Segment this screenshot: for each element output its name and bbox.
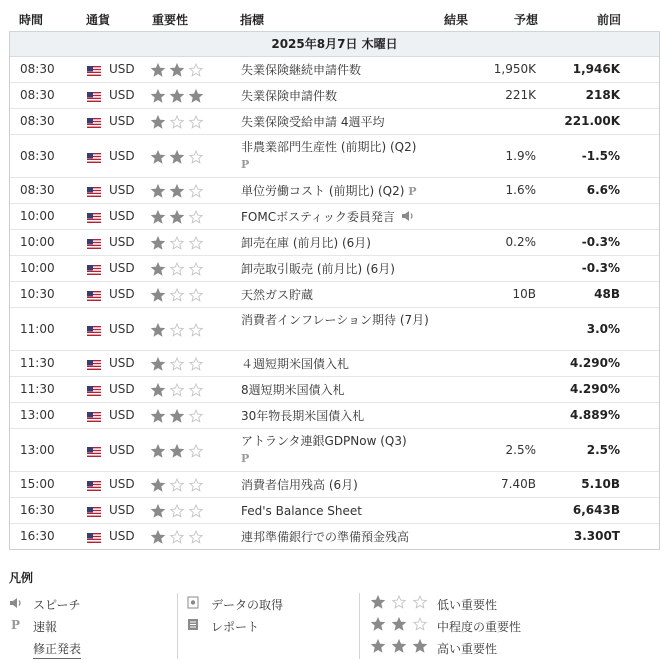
importance-stars-icon <box>151 150 203 164</box>
table-row[interactable] <box>10 524 659 549</box>
event-currency: USD <box>109 322 135 336</box>
table-row[interactable] <box>10 83 659 109</box>
indicator-label[interactable]: ４週短期米国債入札 <box>241 357 350 371</box>
date-band: 2025年8月7日 木曜日 <box>10 32 659 57</box>
speaker-icon <box>395 210 415 224</box>
event-currency: USD <box>109 88 135 102</box>
event-currency: USD <box>109 149 135 163</box>
event-indicator[interactable] <box>241 287 441 304</box>
event-indicator[interactable] <box>241 183 441 200</box>
event-indicator[interactable] <box>241 114 441 131</box>
event-previous: -0.3% <box>581 261 620 275</box>
event-previous: -0.3% <box>581 235 620 249</box>
event-time: 08:30 <box>20 114 55 128</box>
importance-stars-icon <box>151 530 203 544</box>
header-time[interactable]: 時間 <box>19 13 44 27</box>
event-rows <box>10 57 659 549</box>
importance-stars-icon <box>151 323 203 337</box>
importance-stars-icon <box>151 236 203 250</box>
table-row[interactable] <box>10 204 659 230</box>
table-row[interactable] <box>10 403 659 429</box>
us-flag-icon <box>87 411 101 421</box>
event-previous: 6.6% <box>586 183 620 197</box>
importance-stars-icon <box>151 89 203 103</box>
event-indicator[interactable] <box>241 356 441 373</box>
us-flag-icon <box>87 186 101 196</box>
legend-speech: スピーチ <box>33 598 81 612</box>
legend-medium: 中程度の重要性 <box>437 620 522 634</box>
event-time: 10:00 <box>20 235 55 249</box>
event-forecast: 1.9% <box>505 149 536 163</box>
event-currency: USD <box>109 235 135 249</box>
event-time: 08:30 <box>20 88 55 102</box>
event-time: 08:30 <box>20 183 55 197</box>
event-previous: 221.00K <box>564 114 620 128</box>
table-row[interactable] <box>10 57 659 83</box>
high-importance-stars-icon <box>371 639 434 656</box>
indicator-label[interactable]: アトランタ連銀GDPNow (Q3) <box>241 434 407 448</box>
legend-divider-1 <box>177 593 178 659</box>
us-flag-icon <box>87 480 101 490</box>
importance-stars-icon <box>151 444 203 458</box>
header-forecast[interactable]: 予想 <box>514 13 539 27</box>
us-flag-icon <box>87 117 101 127</box>
importance-stars-icon <box>151 357 203 371</box>
header-indicator[interactable]: 指標 <box>240 13 265 27</box>
event-forecast: 1.6% <box>505 183 536 197</box>
event-time: 16:30 <box>20 529 55 543</box>
data-retrieve-icon <box>187 596 199 612</box>
event-currency: USD <box>109 209 135 223</box>
us-flag-icon <box>87 238 101 248</box>
event-currency: USD <box>109 356 135 370</box>
event-time: 16:30 <box>20 503 55 517</box>
speaker-icon <box>9 597 23 612</box>
us-flag-icon <box>87 264 101 274</box>
event-time: 10:30 <box>20 287 55 301</box>
legend-title: 凡例 <box>9 571 34 585</box>
importance-stars-icon <box>151 63 203 77</box>
event-indicator[interactable] <box>241 382 441 399</box>
indicator-label[interactable]: FOMCボスティック委員発言 <box>241 210 395 224</box>
event-indicator[interactable] <box>241 503 441 520</box>
event-previous: 3.300T <box>573 529 620 543</box>
event-time: 11:30 <box>20 356 55 370</box>
legend-divider-2 <box>359 593 360 659</box>
indicator-label[interactable]: 失業保険申請件数 <box>241 89 338 103</box>
event-currency: USD <box>109 382 135 396</box>
importance-stars-icon <box>151 210 203 224</box>
us-flag-icon <box>87 446 101 456</box>
event-time: 08:30 <box>20 149 55 163</box>
event-currency: USD <box>109 183 135 197</box>
legend-retrieve: データの取得 <box>211 598 284 612</box>
us-flag-icon <box>87 290 101 300</box>
table-row[interactable] <box>10 178 659 204</box>
event-previous: 5.10B <box>581 477 620 491</box>
indicator-label[interactable]: 失業保険継続申請件数 <box>241 63 362 77</box>
indicator-label[interactable]: 卸売取引販売 (前月比) (6月) <box>241 262 395 276</box>
indicator-label[interactable]: 消費者信用残高 (6月) <box>241 478 358 492</box>
event-currency: USD <box>109 114 135 128</box>
importance-stars-icon <box>151 115 203 129</box>
event-currency: USD <box>109 287 135 301</box>
indicator-label[interactable]: 天然ガス貯蔵 <box>241 288 314 302</box>
us-flag-icon <box>87 532 101 542</box>
event-indicator[interactable] <box>241 433 441 467</box>
event-previous: 1,946K <box>572 62 620 76</box>
indicator-label[interactable]: 消費者インフレーション期待 (7月) <box>241 313 429 327</box>
event-previous: 48B <box>594 287 620 301</box>
event-previous: 4.290% <box>570 356 620 370</box>
indicator-label[interactable]: 単位労働コスト (前期比) (Q2) <box>241 184 405 198</box>
legend-report: レポート <box>211 620 260 634</box>
indicator-label[interactable]: 30年物長期米国債入札 <box>241 409 365 423</box>
us-flag-icon <box>87 212 101 222</box>
event-indicator[interactable] <box>241 261 441 278</box>
event-previous: 4.889% <box>570 408 620 422</box>
table-row[interactable] <box>10 256 659 282</box>
event-indicator[interactable] <box>241 312 441 329</box>
events-table <box>9 32 660 550</box>
table-row[interactable] <box>10 282 659 308</box>
us-flag-icon <box>87 359 101 369</box>
event-time: 11:00 <box>20 322 55 336</box>
header-importance[interactable]: 重要性 <box>152 13 189 27</box>
event-indicator[interactable] <box>241 62 441 79</box>
event-indicator[interactable] <box>241 408 441 425</box>
event-previous: -1.5% <box>581 149 620 163</box>
us-flag-icon <box>87 152 101 162</box>
event-indicator[interactable] <box>241 235 441 252</box>
legend-preliminary: 速報 <box>33 620 58 634</box>
event-previous: 6,643B <box>572 503 620 517</box>
importance-stars-icon <box>151 409 203 423</box>
event-indicator[interactable] <box>241 529 441 546</box>
event-previous: 3.0% <box>586 322 620 336</box>
event-currency: USD <box>109 477 135 491</box>
event-time: 13:00 <box>20 408 55 422</box>
importance-stars-icon <box>151 262 203 276</box>
event-forecast: 10B <box>512 287 536 301</box>
medium-importance-stars-icon <box>371 617 434 634</box>
event-forecast: 221K <box>505 88 536 102</box>
table-row[interactable] <box>10 377 659 403</box>
legend <box>9 569 660 663</box>
table-row[interactable] <box>10 308 659 351</box>
event-currency: USD <box>109 529 135 543</box>
event-previous: 2.5% <box>586 443 620 457</box>
preliminary-icon: P <box>11 618 21 632</box>
event-time: 10:00 <box>20 261 55 275</box>
event-previous: 218K <box>585 88 620 102</box>
us-flag-icon <box>87 65 101 75</box>
event-indicator[interactable] <box>241 477 441 494</box>
event-currency: USD <box>109 62 135 76</box>
event-currency: USD <box>109 408 135 422</box>
table-row[interactable] <box>10 498 659 524</box>
event-currency: USD <box>109 261 135 275</box>
legend-high: 高い重要性 <box>437 642 498 656</box>
table-row[interactable] <box>10 135 659 178</box>
table-row[interactable] <box>10 351 659 377</box>
importance-stars-icon <box>151 184 203 198</box>
legend-revised: 修正発表 <box>33 640 81 659</box>
event-previous: 4.290% <box>570 382 620 396</box>
preliminary-icon: P <box>408 185 417 198</box>
legend-low: 低い重要性 <box>437 598 498 612</box>
header-previous[interactable]: 前回 <box>597 13 622 27</box>
indicator-label[interactable]: 非農業部門生産性 (前期比) (Q2) <box>241 140 417 154</box>
event-time: 11:30 <box>20 382 55 396</box>
preliminary-icon: P <box>241 452 250 465</box>
table-row[interactable] <box>10 109 659 135</box>
event-indicator[interactable] <box>241 209 441 226</box>
event-forecast: 2.5% <box>505 443 536 457</box>
indicator-label[interactable]: Fed's Balance Sheet <box>241 504 362 518</box>
low-importance-stars-icon <box>371 595 434 612</box>
importance-stars-icon <box>151 383 203 397</box>
table-row[interactable] <box>10 230 659 256</box>
indicator-label[interactable]: 8週短期米国債入札 <box>241 383 345 397</box>
event-time: 15:00 <box>20 477 55 491</box>
us-flag-icon <box>87 325 101 335</box>
header-currency[interactable]: 通貨 <box>86 13 111 27</box>
importance-stars-icon <box>151 478 203 492</box>
event-currency: USD <box>109 503 135 517</box>
us-flag-icon <box>87 506 101 516</box>
us-flag-icon <box>87 91 101 101</box>
importance-stars-icon <box>151 504 203 518</box>
importance-stars-icon <box>151 288 203 302</box>
event-forecast: 0.2% <box>505 235 536 249</box>
indicator-label[interactable]: 失業保険受給申請 4週平均 <box>241 115 385 129</box>
table-row[interactable] <box>10 472 659 498</box>
header-actual[interactable]: 結果 <box>444 13 469 27</box>
event-forecast: 1,950K <box>493 62 536 76</box>
table-row[interactable] <box>10 429 659 472</box>
event-time: 13:00 <box>20 443 55 457</box>
event-indicator[interactable] <box>241 139 441 173</box>
table-header <box>9 6 660 32</box>
event-forecast: 7.40B <box>501 477 536 491</box>
us-flag-icon <box>87 385 101 395</box>
preliminary-icon: P <box>241 158 250 171</box>
event-currency: USD <box>109 443 135 457</box>
economic-calendar <box>9 6 660 550</box>
report-icon <box>187 618 199 634</box>
indicator-label[interactable]: 連邦準備銀行での準備預金残高 <box>241 530 410 544</box>
event-indicator[interactable] <box>241 88 441 105</box>
event-time: 10:00 <box>20 209 55 223</box>
indicator-label[interactable]: 卸売在庫 (前月比) (6月) <box>241 236 371 250</box>
event-time: 08:30 <box>20 62 55 76</box>
